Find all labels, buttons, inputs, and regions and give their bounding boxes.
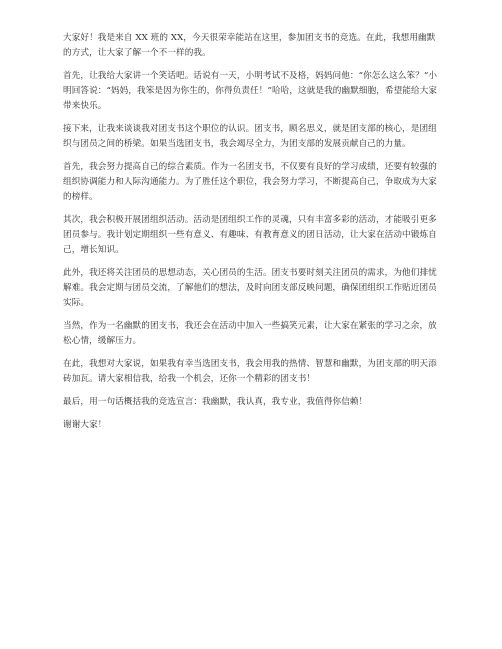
paragraph-slogan: 最后，用一句话概括我的竞选宣言：我幽默，我认真，我专业，我值得你信赖！ bbox=[63, 397, 368, 407]
paragraph-role-understanding: 接下来，让我来谈谈我对团支书这个职位的认识。团支书，顾名思义，就是团支部的核心，是团组织与团员之间的桥梁。如果当选团支书，我会竭尽全力，为团支部的发展贡献自己的力量。 bbox=[63, 124, 437, 149]
paragraph-thanks: 谢谢大家！ bbox=[63, 420, 107, 430]
paragraph-member-care: 此外，我还将关注团员的思想动态，关心团员的生活。团支书要时刻关注团员的需求，为他们排忧解难。我会定期与团员交流，了解他们的想法，及时向团支部反映问题，确保团组织工作贴近团员实际。 bbox=[63, 268, 437, 308]
paragraph-humor-elements: 当然，作为一名幽默的团支书，我还会在活动中加入一些搞笑元素，让大家在紧张的学习之余，放松心情，缓解压力。 bbox=[63, 321, 437, 346]
document-body bbox=[63, 31, 443, 441]
paragraph-self-improvement: 首先，我会努力提高自己的综合素质。作为一名团支书，不仅要有良好的学习成绩，还要有较强的组织协调能力和人际沟通能力。为了胜任这个职位，我会努力学习，不断提高自己，争取成为大家的榜样。 bbox=[63, 162, 437, 202]
paragraph-joke: 首先，让我给大家讲一个笑话吧。话说有一天，小明考试不及格，妈妈问他：“你怎么这么笨？”小明回答说：“妈妈，我笨是因为你生的，你得负责任！”哈哈，这就是我的幽默细胞，希望能给大家带来快乐。 bbox=[63, 71, 438, 111]
paragraph-greeting: 大家好！我是来自 XX 班的 XX，今天很荣幸能站在这里，参加团支书的竞选。在此，我想用幽默的方式，让大家了解一个不一样的我。 bbox=[63, 33, 436, 58]
paragraph-commitment: 在此，我想对大家说，如果我有幸当选团支书，我会用我的热情、智慧和幽默，为团支部的明天添砖加瓦。请大家相信我，给我一个机会，还你一个精彩的团支书！ bbox=[63, 359, 437, 384]
paragraph-activities: 其次，我会积极开展团组织活动。活动是团组织工作的灵魂，只有丰富多彩的活动，才能吸引更多团员参与。我计划定期组织一些有意义、有趣味、有教育意义的团日活动，让大家在活动中锻炼自己，增长知识。 bbox=[63, 215, 437, 255]
